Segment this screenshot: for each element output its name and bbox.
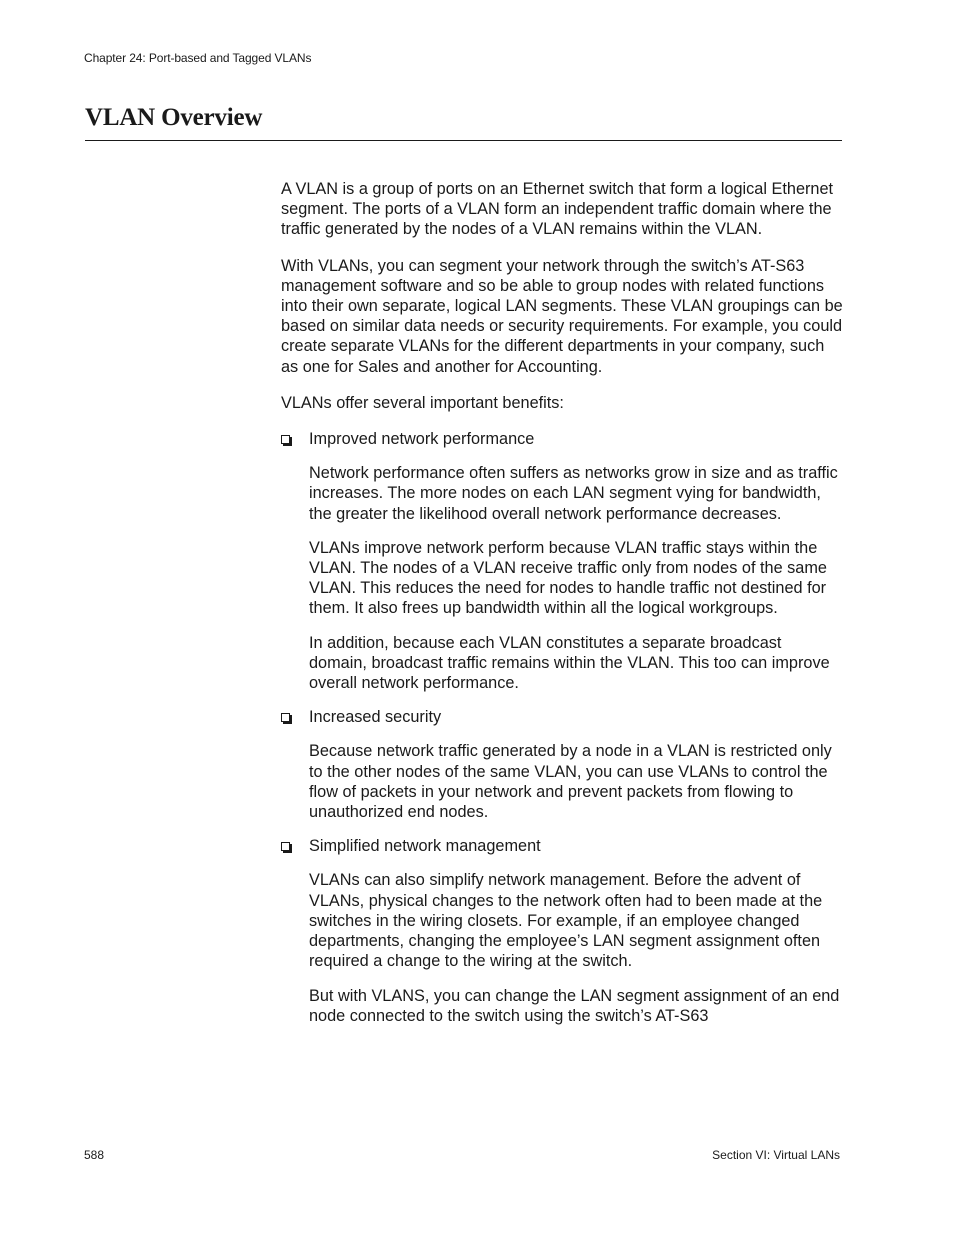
- benefit-paragraph: VLANs can also simplify network management. Before the advent of VLANs, physical changes to the network often had to been made at the switches in the wiring closets. For example, if an employee changed departments, changing the employee’s LAN segment assignment often required a change to the wiring at the switch.: [309, 871, 823, 971]
- benefit-item-performance: [281, 429, 843, 449]
- segment-paragraph: With VLANs, you can segment your network through the switch’s AT-S63 management software and so be able to group nodes with related functions into their own separate, logical LAN segments. These VLAN groupings can be based on similar data needs or security requirements. For example, you could create separate VLANs for the different departments in your company, such as one for Sales and another for Accounting.: [281, 256, 843, 376]
- benefit-paragraph: Because network traffic generated by a node in a VLAN is restricted only to the other nodes of the same VLAN, you can use VLANs to control the flow of packets in your network and prevent packets from flowing to unauthorized end nodes.: [309, 742, 832, 822]
- page-title: VLAN Overview: [85, 104, 263, 131]
- benefit-title: Simplified network management: [309, 837, 541, 856]
- benefits-intro: VLANs offer several important benefits:: [281, 393, 564, 412]
- benefit-title: Improved network performance: [309, 430, 535, 449]
- checkbox-bullet-icon: [281, 435, 290, 444]
- benefit-paragraph: In addition, because each VLAN constitutes a separate broadcast domain, broadcast traffic remains within the VLAN. This too can improve overall network performance.: [309, 633, 830, 693]
- body-text: [281, 179, 843, 1040]
- intro-paragraph: A VLAN is a group of ports on an Ethernet switch that form a logical Ethernet segment. The ports of a VLAN form an independent traffic domain where the traffic generated by the nodes of a VLAN remains within the VLAN.: [281, 180, 834, 239]
- benefit-item-security: [281, 707, 843, 727]
- benefit-title: Increased security: [309, 708, 442, 727]
- page-number: 588: [84, 1148, 105, 1162]
- benefit-paragraph: But with VLANS, you can change the LAN segment assignment of an end node connected to the switch using the switch’s AT-S63: [309, 986, 840, 1025]
- benefit-paragraph: VLANs improve network perform because VLAN traffic stays within the VLAN. The nodes of a VLAN receive traffic only from nodes of the same VLAN. This reduces the need for nodes to handle traffic not destined for them. It also frees up bandwidth within all the logical workgroups.: [309, 538, 827, 618]
- running-header: Chapter 24: Port-based and Tagged VLANs: [84, 51, 312, 65]
- checkbox-bullet-icon: [281, 713, 290, 722]
- checkbox-bullet-icon: [281, 842, 290, 851]
- benefit-item-management: [281, 836, 843, 856]
- section-footer: Section VI: Virtual LANs: [712, 1148, 840, 1162]
- title-rule: [85, 140, 842, 141]
- benefit-paragraph: Network performance often suffers as networks grow in size and as traffic increases. The more nodes on each LAN segment vying for bandwidth, the greater the likelihood overall network performance decreases.: [309, 464, 838, 523]
